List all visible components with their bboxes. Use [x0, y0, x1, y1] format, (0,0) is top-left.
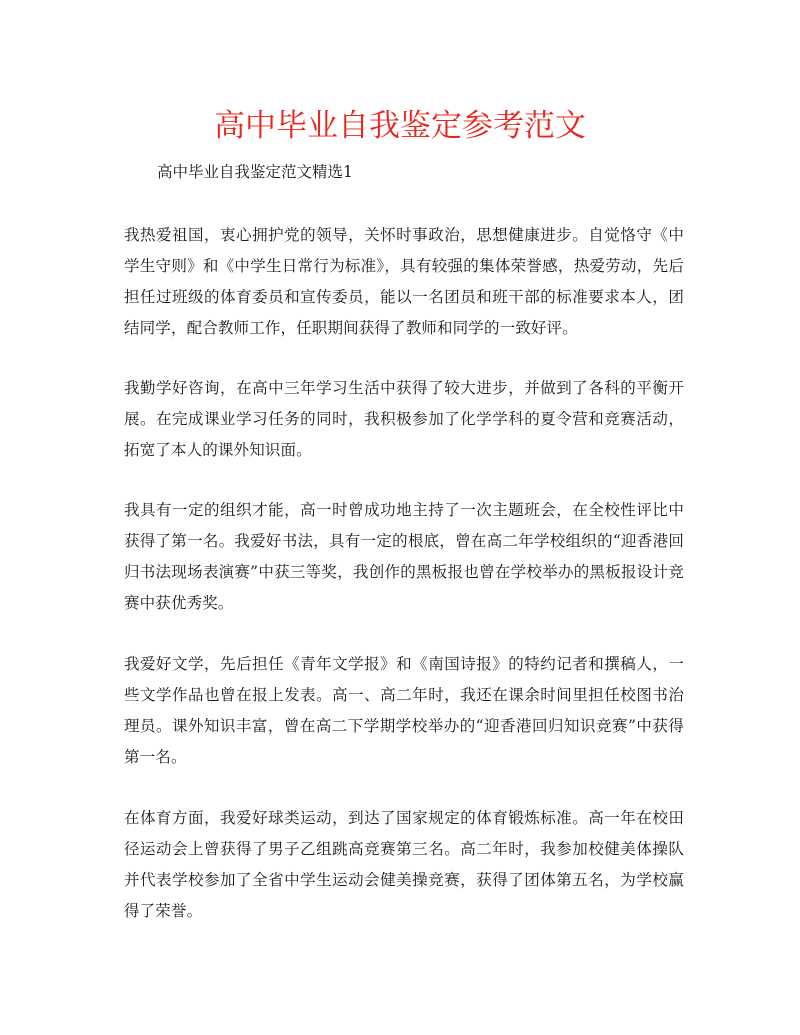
paragraph-4: 我爱好文学，先后担任《青年文学报》和《南国诗报》的特约记者和撰稿人，一些文学作品也曾在报上发表。高一、高二年时，我还在课余时间里担任校图书治理员。课外知识丰富，曾在高二下学期学校举办的“迎香港回归知识竞赛”中获得第一名。: [124, 655, 684, 766]
paragraph-2: 我勤学好咨询，在高中三年学习生活中获得了较大进步，并做到了各科的平衡开展。在完成课业学习任务的同时，我积极参加了化学学科的夏令营和竞赛活动，拓宽了本人的课外知识面。: [124, 379, 684, 459]
document-subtitle: 高中毕业自我鉴定范文精选1: [157, 163, 353, 181]
paragraph-5: 在体育方面，我爱好球类运动，到达了国家规定的体育锻炼标准。高一年在校田径运动会上曾获得了男子乙组跳高竞赛第三名。高二年时，我参加校健美体操队并代表学校参加了全省中学生运动会健美操竞赛，获得了团体第五名，为学校赢得了荣誉。: [124, 809, 684, 920]
paragraph-3: 我具有一定的组织才能，高一时曾成功地主持了一次主题班会，在全校性评比中获得了第一名。我爱好书法，具有一定的根底，曾在高二年学校组织的“迎香港回归书法现场表演赛”中获三等奖，我创作的黑板报也曾在学校举办的黑板报设计竞赛中获优秀奖。: [124, 501, 684, 612]
paragraph-1: 我热爱祖国，衷心拥护党的领导，关怀时事政治，思想健康进步。自觉恪守《中学生守则》和《中学生日常行为标准》，具有较强的集体荣誉感，热爱劳动，先后担任过班级的体育委员和宣传委员，能以一名团员和班干部的标准要求本人，团结同学，配合教师工作，任职期间获得了教师和同学的一致好评。: [124, 226, 684, 337]
document-title: 高中毕业自我鉴定参考范文: [214, 108, 586, 144]
